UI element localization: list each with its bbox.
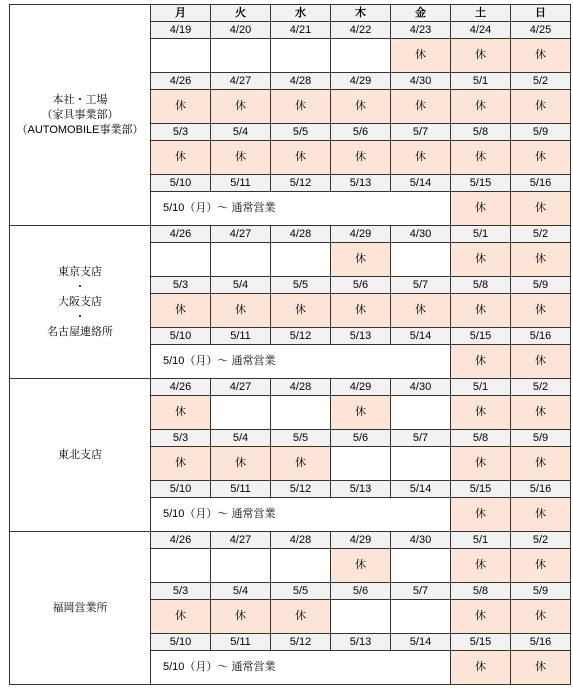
date-cell: 5/5	[271, 430, 331, 447]
holiday-cell: 休	[391, 39, 451, 73]
date-cell: 5/12	[271, 634, 331, 651]
empty-cell	[271, 549, 331, 583]
holiday-cell: 休	[271, 141, 331, 175]
date-cell: 4/21	[271, 22, 331, 39]
date-cell: 5/8	[451, 583, 511, 600]
location-label	[10, 226, 151, 379]
date-cell: 5/9	[511, 430, 571, 447]
date-cell: 5/4	[211, 277, 271, 294]
date-cell: 5/16	[511, 175, 571, 192]
date-cell: 5/7	[391, 583, 451, 600]
date-cell: 5/10	[151, 175, 211, 192]
empty-cell	[391, 243, 451, 277]
holiday-cell: 休	[391, 90, 451, 124]
date-cell: 4/28	[271, 226, 331, 243]
holiday-cell: 休	[511, 243, 571, 277]
date-cell: 5/4	[211, 583, 271, 600]
weekday-header-thu: 木	[331, 5, 391, 22]
empty-cell	[211, 243, 271, 277]
date-cell: 4/26	[151, 379, 211, 396]
holiday-cell: 休	[451, 549, 511, 583]
date-cell: 5/2	[511, 226, 571, 243]
date-cell: 5/16	[511, 481, 571, 498]
location-section	[10, 5, 571, 226]
holiday-cell: 休	[271, 600, 331, 634]
date-cell: 5/2	[511, 379, 571, 396]
date-cell: 4/26	[151, 73, 211, 90]
empty-cell	[211, 396, 271, 430]
holiday-cell: 休	[151, 90, 211, 124]
holiday-cell: 休	[271, 294, 331, 328]
date-cell: 5/1	[451, 73, 511, 90]
holiday-cell: 休	[511, 345, 571, 379]
date-cell: 5/8	[451, 277, 511, 294]
empty-cell	[271, 39, 331, 73]
date-cell: 5/9	[511, 583, 571, 600]
weekday-header-row	[10, 5, 571, 22]
date-row	[10, 226, 571, 243]
date-cell: 5/11	[211, 634, 271, 651]
date-cell: 4/25	[511, 22, 571, 39]
empty-cell	[271, 396, 331, 430]
location-section	[10, 379, 571, 532]
location-label-line: （家具事業部）	[41, 108, 119, 121]
date-cell: 5/15	[451, 481, 511, 498]
empty-cell	[331, 39, 391, 73]
holiday-cell: 休	[331, 141, 391, 175]
location-section	[10, 226, 571, 379]
empty-cell	[211, 549, 271, 583]
weekday-header-wed: 水	[271, 5, 331, 22]
date-cell: 5/10	[151, 328, 211, 345]
date-cell: 4/29	[331, 73, 391, 90]
date-cell: 5/15	[451, 175, 511, 192]
date-cell: 4/20	[211, 22, 271, 39]
holiday-cell: 休	[151, 396, 211, 430]
location-label-line: 名古屋連絡所	[47, 325, 113, 338]
holiday-cell: 休	[331, 396, 391, 430]
empty-cell	[151, 39, 211, 73]
date-cell: 5/1	[451, 532, 511, 549]
business-resume-note: 5/10（月）～ 通常営業	[151, 498, 451, 532]
holiday-cell: 休	[451, 498, 511, 532]
date-cell: 4/30	[391, 226, 451, 243]
date-cell: 4/29	[331, 532, 391, 549]
location-label-line: 大阪支店	[58, 295, 102, 308]
holiday-cell: 休	[451, 141, 511, 175]
date-cell: 5/9	[511, 124, 571, 141]
empty-cell	[391, 549, 451, 583]
business-resume-note: 5/10（月）～ 通常営業	[151, 192, 451, 226]
date-cell: 5/1	[451, 226, 511, 243]
business-resume-note: 5/10（月）～ 通常営業	[151, 345, 451, 379]
holiday-cell: 休	[451, 447, 511, 481]
empty-cell	[151, 549, 211, 583]
date-cell: 5/6	[331, 583, 391, 600]
empty-cell	[151, 243, 211, 277]
holiday-calendar-table	[9, 4, 571, 685]
date-cell: 5/15	[451, 328, 511, 345]
date-cell: 5/14	[391, 175, 451, 192]
holiday-cell: 休	[451, 651, 511, 685]
empty-cell	[391, 396, 451, 430]
location-label-line: 福岡営業所	[52, 601, 108, 614]
date-cell: 5/4	[211, 430, 271, 447]
empty-cell	[211, 39, 271, 73]
date-cell: 4/27	[211, 73, 271, 90]
date-cell: 4/26	[151, 226, 211, 243]
holiday-cell: 休	[511, 396, 571, 430]
location-label	[10, 5, 151, 226]
holiday-cell: 休	[151, 141, 211, 175]
location-label-line: 東北支店	[58, 448, 102, 461]
holiday-cell: 休	[451, 294, 511, 328]
holiday-cell: 休	[391, 294, 451, 328]
date-cell: 4/28	[271, 73, 331, 90]
holiday-cell: 休	[211, 600, 271, 634]
date-row	[10, 532, 571, 549]
holiday-cell: 休	[151, 294, 211, 328]
location-label	[10, 379, 151, 532]
location-label-line: 東京支店	[58, 265, 102, 278]
holiday-cell: 休	[271, 90, 331, 124]
holiday-cell: 休	[511, 90, 571, 124]
date-cell: 5/3	[151, 583, 211, 600]
holiday-cell: 休	[511, 192, 571, 226]
date-cell: 5/6	[331, 124, 391, 141]
date-cell: 4/19	[151, 22, 211, 39]
holiday-cell: 休	[151, 447, 211, 481]
holiday-cell: 休	[511, 600, 571, 634]
date-cell: 5/14	[391, 634, 451, 651]
date-cell: 5/3	[151, 277, 211, 294]
holiday-cell: 休	[211, 141, 271, 175]
date-cell: 4/30	[391, 532, 451, 549]
date-cell: 5/1	[451, 379, 511, 396]
location-section	[10, 532, 571, 685]
location-label	[10, 532, 151, 685]
holiday-cell: 休	[511, 294, 571, 328]
weekday-header-fri: 金	[391, 5, 451, 22]
date-cell: 4/27	[211, 379, 271, 396]
date-cell: 5/5	[271, 124, 331, 141]
date-cell: 5/7	[391, 430, 451, 447]
holiday-cell: 休	[511, 141, 571, 175]
date-cell: 5/14	[391, 481, 451, 498]
holiday-cell: 休	[211, 90, 271, 124]
date-cell: 5/3	[151, 430, 211, 447]
date-cell: 5/2	[511, 532, 571, 549]
date-cell: 4/30	[391, 73, 451, 90]
holiday-cell: 休	[511, 498, 571, 532]
weekday-header-sun: 日	[511, 5, 571, 22]
date-cell: 5/5	[271, 583, 331, 600]
date-cell: 5/9	[511, 277, 571, 294]
weekday-header-sat: 土	[451, 5, 511, 22]
holiday-cell: 休	[451, 396, 511, 430]
date-cell: 5/13	[331, 481, 391, 498]
location-label-line: ・	[74, 280, 86, 293]
holiday-cell: 休	[451, 192, 511, 226]
weekday-header-tue: 火	[211, 5, 271, 22]
holiday-cell: 休	[511, 447, 571, 481]
date-cell: 4/23	[391, 22, 451, 39]
holiday-cell: 休	[451, 90, 511, 124]
holiday-cell: 休	[331, 294, 391, 328]
date-cell: 4/26	[151, 532, 211, 549]
date-cell: 5/2	[511, 73, 571, 90]
date-cell: 5/14	[391, 328, 451, 345]
date-cell: 4/28	[271, 379, 331, 396]
holiday-cell: 休	[331, 243, 391, 277]
empty-cell	[391, 600, 451, 634]
date-cell: 5/7	[391, 277, 451, 294]
date-cell: 5/8	[451, 430, 511, 447]
date-cell: 5/3	[151, 124, 211, 141]
date-cell: 5/12	[271, 175, 331, 192]
date-cell: 5/15	[451, 634, 511, 651]
date-cell: 4/24	[451, 22, 511, 39]
empty-cell	[271, 243, 331, 277]
date-cell: 5/11	[211, 175, 271, 192]
date-cell: 5/11	[211, 481, 271, 498]
holiday-cell: 休	[271, 447, 331, 481]
holiday-cell: 休	[511, 39, 571, 73]
date-cell: 5/6	[331, 430, 391, 447]
date-cell: 5/12	[271, 481, 331, 498]
date-cell: 5/10	[151, 481, 211, 498]
date-row	[10, 379, 571, 396]
empty-cell	[391, 447, 451, 481]
date-cell: 5/13	[331, 328, 391, 345]
date-cell: 5/16	[511, 328, 571, 345]
date-cell: 4/29	[331, 379, 391, 396]
date-cell: 5/12	[271, 328, 331, 345]
holiday-cell: 休	[211, 294, 271, 328]
holiday-cell: 休	[331, 90, 391, 124]
holiday-cell: 休	[451, 243, 511, 277]
date-cell: 5/13	[331, 634, 391, 651]
holiday-cell: 休	[331, 549, 391, 583]
holiday-cell: 休	[451, 39, 511, 73]
date-cell: 5/5	[271, 277, 331, 294]
date-cell: 4/28	[271, 532, 331, 549]
empty-cell	[331, 600, 391, 634]
location-label-line: 本社・工場	[52, 93, 108, 106]
date-cell: 5/8	[451, 124, 511, 141]
empty-cell	[331, 447, 391, 481]
holiday-cell: 休	[511, 549, 571, 583]
holiday-cell: 休	[151, 600, 211, 634]
date-cell: 5/7	[391, 124, 451, 141]
business-resume-note: 5/10（月）～ 通常営業	[151, 651, 451, 685]
weekday-header-mon: 月	[151, 5, 211, 22]
location-label-line: ・	[74, 310, 86, 323]
date-cell: 4/22	[331, 22, 391, 39]
date-cell: 4/27	[211, 226, 271, 243]
location-label-line: （AUTOMOBILE事業部）	[16, 123, 144, 136]
date-cell: 5/13	[331, 175, 391, 192]
date-cell: 5/16	[511, 634, 571, 651]
date-cell: 4/29	[331, 226, 391, 243]
date-cell: 5/10	[151, 634, 211, 651]
date-cell: 4/27	[211, 532, 271, 549]
holiday-cell: 休	[391, 141, 451, 175]
holiday-cell: 休	[211, 447, 271, 481]
holiday-cell: 休	[451, 600, 511, 634]
holiday-cell: 休	[511, 651, 571, 685]
date-cell: 5/11	[211, 328, 271, 345]
date-cell: 5/4	[211, 124, 271, 141]
date-cell: 5/6	[331, 277, 391, 294]
date-cell: 4/30	[391, 379, 451, 396]
holiday-cell: 休	[451, 345, 511, 379]
